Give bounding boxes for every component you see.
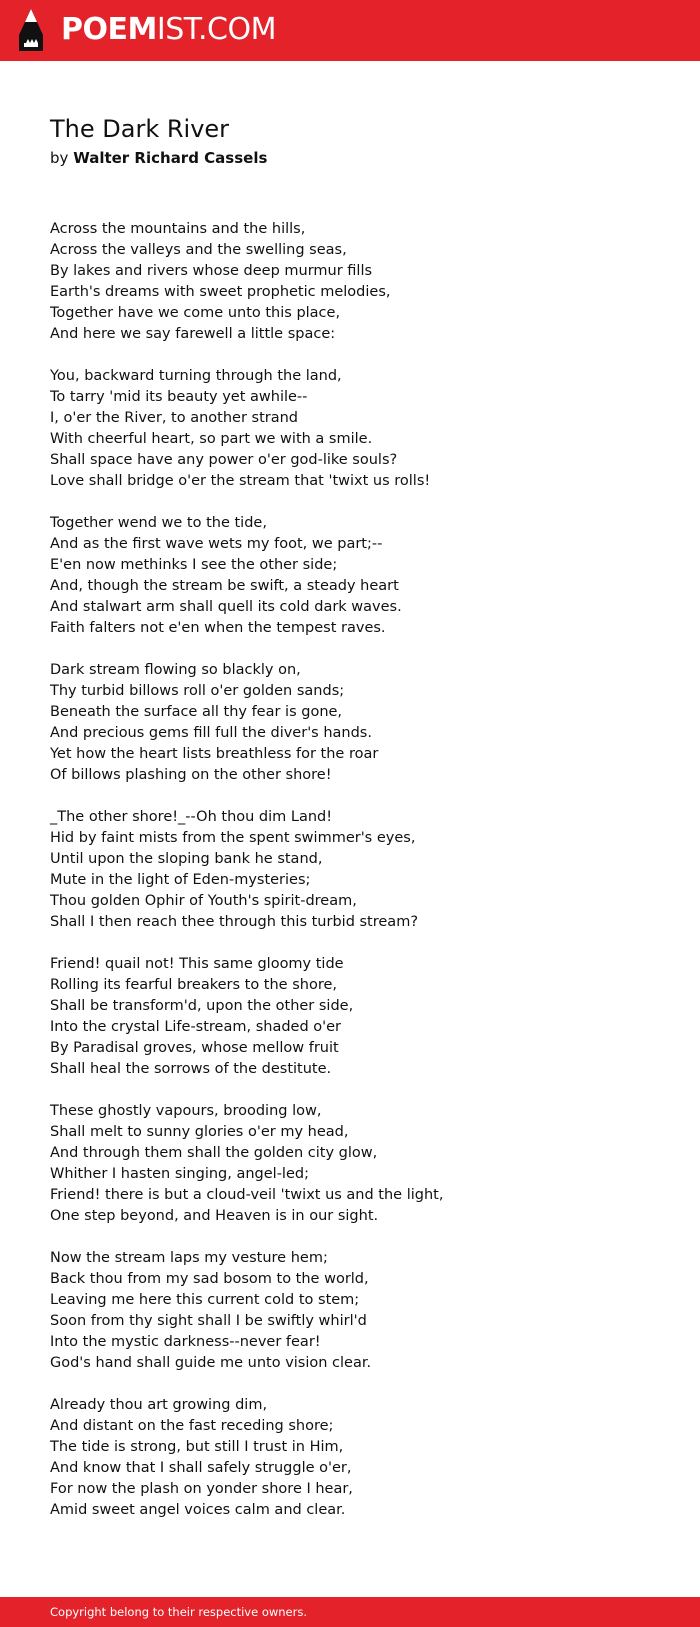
poem-line: Together have we come unto this place, [50, 305, 341, 321]
poem-line: The tide is strong, but still I trust in Him, [50, 1439, 344, 1455]
poem-line: With cheerful heart, so part we with a smile. [50, 431, 373, 447]
poem-line: Whither I hasten singing, angel-led; [50, 1166, 309, 1182]
poem-line: Already thou art growing dim, [50, 1397, 268, 1413]
poem-line: One step beyond, and Heaven is in our sight. [50, 1208, 379, 1224]
site-header [0, 0, 700, 61]
poem-line: Into the mystic darkness--never fear! [50, 1334, 321, 1350]
poem-line: Into the crystal Life-stream, shaded o'er [50, 1019, 342, 1035]
poem-stanza [50, 513, 670, 639]
poem-line: Now the stream laps my vesture hem; [50, 1250, 328, 1266]
poem-line: To tarry 'mid its beauty yet awhile-- [50, 389, 308, 405]
poem-line: And distant on the fast receding shore; [50, 1418, 334, 1434]
poem-line: Shall melt to sunny glories o'er my head, [50, 1124, 349, 1140]
poem-stanza [50, 1248, 670, 1374]
poem-line: Back thou from my sad bosom to the world, [50, 1271, 369, 1287]
poem-line: Thou golden Ophir of Youth's spirit-dream, [50, 893, 357, 909]
poem-line: And through them shall the golden city glow, [50, 1145, 378, 1161]
poem-line: Shall heal the sorrows of the destitute. [50, 1061, 332, 1077]
poem-line: E'en now methinks I see the other side; [50, 557, 338, 573]
poem-line: Faith falters not e'en when the tempest raves. [50, 620, 386, 636]
poem-stanza [50, 954, 670, 1080]
copyright-notice: Copyright belong to their respective owners. [50, 1605, 308, 1619]
poem-line: By lakes and rivers whose deep murmur fills [50, 263, 373, 279]
poem-line: I, o'er the River, to another strand [50, 410, 298, 426]
byline [50, 148, 267, 168]
poem-line: Across the valleys and the swelling seas, [50, 242, 347, 258]
poem-line: Hid by faint mists from the spent swimmer's eyes, [50, 830, 416, 846]
pencil-logo-icon[interactable] [17, 9, 45, 51]
poem-stanza [50, 219, 670, 345]
poem-line: Friend! quail not! This same gloomy tide [50, 956, 344, 972]
poem-stanza [50, 1101, 670, 1227]
logo-bold-text: POEM [61, 12, 157, 47]
poem-line: Leaving me here this current cold to stem; [50, 1292, 360, 1308]
poem-line: And precious gems fill full the diver's hands. [50, 725, 372, 741]
poem-line: Amid sweet angel voices calm and clear. [50, 1502, 346, 1518]
poem-body [50, 219, 670, 1542]
poem-stanza [50, 366, 670, 492]
poem-stanza [50, 660, 670, 786]
poem-line: Dark stream flowing so blackly on, [50, 662, 301, 678]
poem-line: Shall I then reach thee through this turbid stream? [50, 914, 419, 930]
poem-stanza [50, 1395, 670, 1521]
site-footer [0, 1597, 700, 1627]
poem-line: Friend! there is but a cloud-veil 'twixt us and the light, [50, 1187, 444, 1203]
poem-title: The Dark River [50, 115, 230, 143]
by-label: by [50, 149, 69, 167]
poem-line: Mute in the light of Eden-mysteries; [50, 872, 311, 888]
poem-line: Until upon the sloping bank he stand, [50, 851, 323, 867]
poem-line: God's hand shall guide me unto vision clear. [50, 1355, 372, 1371]
poem-line: Shall be transform'd, upon the other side, [50, 998, 354, 1014]
poem-line: Soon from thy sight shall I be swiftly whirl'd [50, 1313, 367, 1329]
site-logo[interactable] [61, 12, 276, 48]
poem-line: And, though the stream be swift, a steady heart [50, 578, 399, 594]
poem-line: Yet how the heart lists breathless for the roar [50, 746, 379, 762]
poem-line: For now the plash on yonder shore I hear, [50, 1481, 353, 1497]
poem-line: By Paradisal groves, whose mellow fruit [50, 1040, 339, 1056]
poem-line: And here we say farewell a little space: [50, 326, 336, 342]
poem-line: Rolling its fearful breakers to the shore, [50, 977, 338, 993]
poem-line: Shall space have any power o'er god-like souls? [50, 452, 398, 468]
poem-line: Love shall bridge o'er the stream that 'twixt us rolls! [50, 473, 431, 489]
poem-line: Earth's dreams with sweet prophetic melodies, [50, 284, 391, 300]
logo-light-text: IST.COM [156, 12, 276, 47]
poem-line: Across the mountains and the hills, [50, 221, 306, 237]
poem-line: Thy turbid billows roll o'er golden sands; [50, 683, 345, 699]
poem-stanza [50, 807, 670, 933]
poem-line: Beneath the surface all thy fear is gone, [50, 704, 343, 720]
author-name: Walter Richard Cassels [73, 149, 268, 167]
poem-line: These ghostly vapours, brooding low, [50, 1103, 322, 1119]
poem-line: You, backward turning through the land, [50, 368, 342, 384]
poem-line: And know that I shall safely struggle o'er, [50, 1460, 352, 1476]
poem-line: _The other shore!_--Oh thou dim Land! [50, 809, 333, 825]
poem-line: And as the first wave wets my foot, we part;-- [50, 536, 383, 552]
poem-line: Of billows plashing on the other shore! [50, 767, 332, 783]
poem-line: Together wend we to the tide, [50, 515, 267, 531]
poem-line: And stalwart arm shall quell its cold dark waves. [50, 599, 402, 615]
